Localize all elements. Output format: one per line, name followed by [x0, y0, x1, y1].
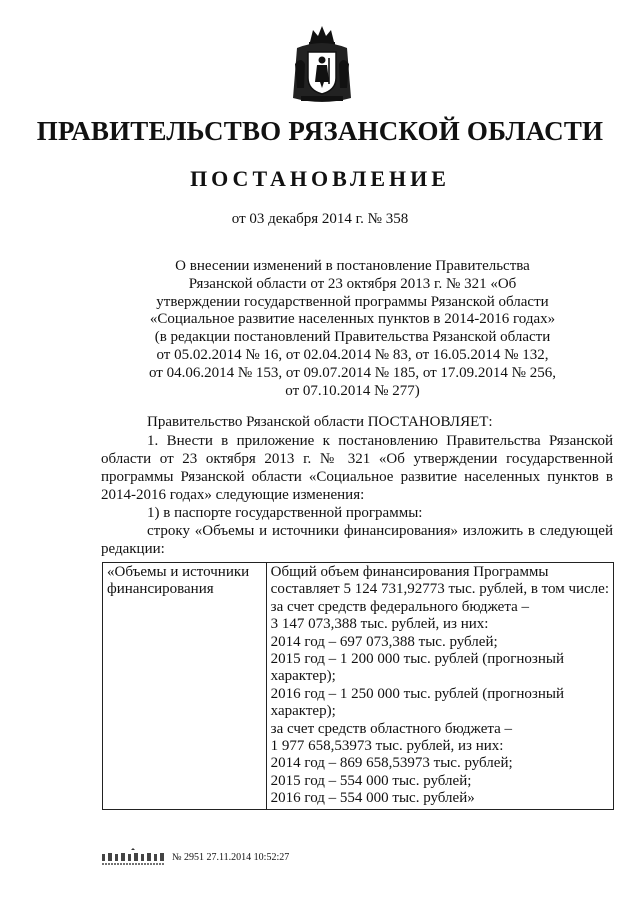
subject-line: О внесении изменений в постановление Правительства	[175, 258, 530, 274]
table-cell-label	[103, 563, 267, 810]
subject-line: от 07.10.2014 № 277)	[285, 382, 420, 399]
value-line: за счет средств федерального бюджета –	[270, 598, 529, 615]
document-type: ПОСТАНОВЛЕНИЕ	[190, 166, 450, 191]
document-date: от 03 декабря 2014 г. № 358	[231, 211, 409, 227]
item1-line: 1. Внести в приложение к постановлению Правительства Рязанской	[147, 433, 613, 449]
coat-of-arms-icon	[291, 24, 353, 106]
table-row	[103, 563, 614, 810]
value-line: 2015 год – 554 000 тыс. рублей;	[270, 772, 472, 789]
document-subject	[140, 258, 565, 400]
subject-line: Рязанской области от 23 октября 2013 г. № 321 «Об	[188, 275, 517, 292]
subject-line: «Социальное развитие населенных пунктов в 2014-2016 годах»	[149, 311, 556, 328]
value-line: 2016 год – 554 000 тыс. рублей»	[270, 790, 475, 807]
registration-number: № 2951 27.11.2014 10:52:27	[172, 852, 290, 863]
value-line: 2016 год – 1 250 000 тыс. рублей (прогнозный	[270, 685, 564, 702]
registry-stamp-icon	[100, 848, 168, 868]
value-line: 1 977 658,53973 тыс. рублей, из них:	[270, 738, 504, 755]
value-line: 2015 год – 1 200 000 тыс. рублей (прогнозный	[270, 651, 564, 668]
organization-title: ПРАВИТЕЛЬСТВО РЯЗАНСКОЙ ОБЛАСТИ	[36, 116, 604, 146]
value-line: составляет 5 124 731,92773 тыс. рублей, в том числе:	[270, 581, 609, 598]
subject-line: от 05.02.2014 № 16, от 02.04.2014 № 83, от 16.05.2014 № 132,	[156, 346, 549, 363]
financing-table	[102, 562, 614, 810]
value-line: характер);	[270, 668, 336, 685]
item1-line: области от 23 октября 2013 г. № 321 «Об утверждении государственной	[101, 451, 613, 467]
table-cell-value	[266, 563, 613, 810]
subject-line: утверждении государственной программы Рязанской области	[156, 293, 549, 310]
row-instruction-line: строку «Объемы и источники финансирования» изложить в следующей	[147, 523, 613, 539]
label-line: финансирования	[107, 581, 214, 598]
value-line: 2014 год – 697 073,388 тыс. рублей;	[270, 633, 498, 650]
subitem-1: 1) в паспорте государственной программы:	[147, 505, 423, 521]
item1-line: программы Рязанской области «Социальное развитие населенных пунктов в	[101, 469, 613, 485]
value-line: за счет средств областного бюджета –	[270, 720, 513, 737]
row-instruction-line: редакции:	[101, 541, 165, 557]
decree-line: Правительство Рязанской области ПОСТАНОВЛЯЕТ:	[147, 414, 493, 430]
item1-line: 2014-2016 годах» следующие изменения:	[101, 487, 365, 503]
value-line: 2014 год – 869 658,53973 тыс. рублей;	[270, 755, 513, 772]
subject-line: (в редакции постановлений Правительства Рязанской области	[154, 329, 551, 346]
label-line: «Объемы и источники	[107, 564, 250, 580]
value-line: Общий объем финансирования Программы	[270, 564, 549, 580]
value-line: 3 147 073,388 тыс. рублей, из них:	[270, 616, 489, 633]
subject-line: от 04.06.2014 № 153, от 09.07.2014 № 185, от 17.09.2014 № 256,	[148, 364, 556, 381]
value-line: характер);	[270, 703, 336, 720]
